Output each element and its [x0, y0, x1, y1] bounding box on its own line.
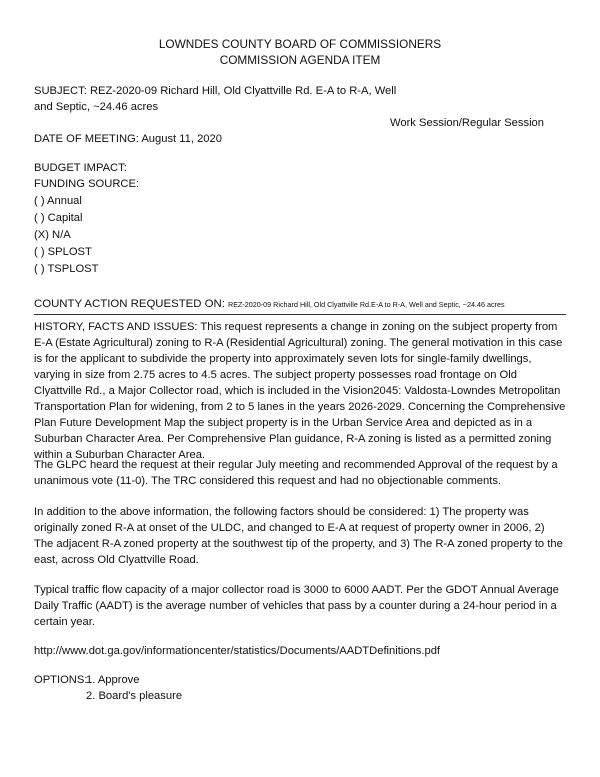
subject-line-2: and Septic, ~24.46 acres [34, 101, 159, 113]
glpc-paragraph: The GLPC heard the request at their regular July meeting and recommended Approval of the request by a unanimous vote (11-0). The TRC considered this request and had no objectionable comments. [34, 459, 558, 487]
factors-paragraph: In addition to the above information, the following factors should be considered: 1) The property was originally zoned R-A at onset of the ULDC, and changed to E-A at request of property owner in 2006, 2) The adjacent R-A zoned property at the southwest tip of the property, and 3) The R-A zoned property to the east, across Old Clyattville Road. [34, 506, 563, 566]
option-boards-pleasure: 2. Board's pleasure [86, 690, 183, 702]
option-approve: 1. Approve [86, 674, 140, 686]
header-subtitle: COMMISSION AGENDA ITEM [219, 53, 381, 67]
funding-option-na: (X) N/A [34, 229, 71, 241]
funding-option-annual: ( ) Annual [34, 195, 82, 207]
funding-option-splost: ( ) SPLOST [34, 246, 92, 258]
session-type: Work Session/Regular Session [390, 117, 545, 129]
county-action-line [34, 296, 505, 313]
funding-option-capital: ( ) Capital [34, 212, 83, 224]
header-title: LOWNDES COUNTY BOARD OF COMMISSIONERS [158, 37, 442, 51]
traffic-paragraph: Typical traffic flow capacity of a major collector road is 3000 to 6000 AADT. Per the GDOT Annual Average Daily Traffic (AADT) is the average number of vehicles that pass by a counter during a 24-hour period in a certain year. [34, 584, 559, 628]
budget-impact-label: BUDGET IMPACT: [34, 162, 127, 174]
history-paragraph: HISTORY, FACTS AND ISSUES: This request represents a change in zoning on the subject property from E-A (Estate Agricultural) zoning to R-A (Residential Agricultural) zoning. The general motivation in this case is for the applicant to subdivide the property into approximately seven lots for single-family dwellings, varying in size from 2.75 acres to 4.5 acres. The subject property possesses road frontage on Old Clyattville Rd., a Major Collector road, which is included in the Vision2045: Valdosta-Lowndes Metropolitan Transportation Plan for widening, from 2 to 5 lanes in the years 2026-2029. Concerning the Comprehensive Plan Future Development Map the subject property is in the Urban Service Area and depicted as in a Suburban Character Area. Per Comprehensive Plan guidance, R-A zoning is listed as a permitted zoning within a Suburban Character Area. [34, 321, 566, 461]
section-divider [34, 314, 566, 315]
county-action-label: COUNTY ACTION REQUESTED ON: [34, 298, 225, 310]
county-action-detail: REZ-2020-09 Richard Hill, Old Clyattville Rd.E-A to R-A, Well and Septic, ~24.46 acres [228, 300, 505, 309]
meeting-date: DATE OF MEETING: August 11, 2020 [34, 133, 222, 145]
options-label: OPTIONS: [34, 674, 88, 686]
funding-source-label: FUNDING SOURCE: [34, 178, 140, 190]
funding-option-tsplost: ( ) TSPLOST [34, 263, 99, 275]
subject-line-1: SUBJECT: REZ-2020-09 Richard Hill, Old Clyattville Rd. E-A to R-A, Well [34, 85, 397, 97]
aadt-url[interactable]: http://www.dot.ga.gov/informationcenter/statistics/Documents/AADTDefinitions.pdf [34, 645, 441, 657]
